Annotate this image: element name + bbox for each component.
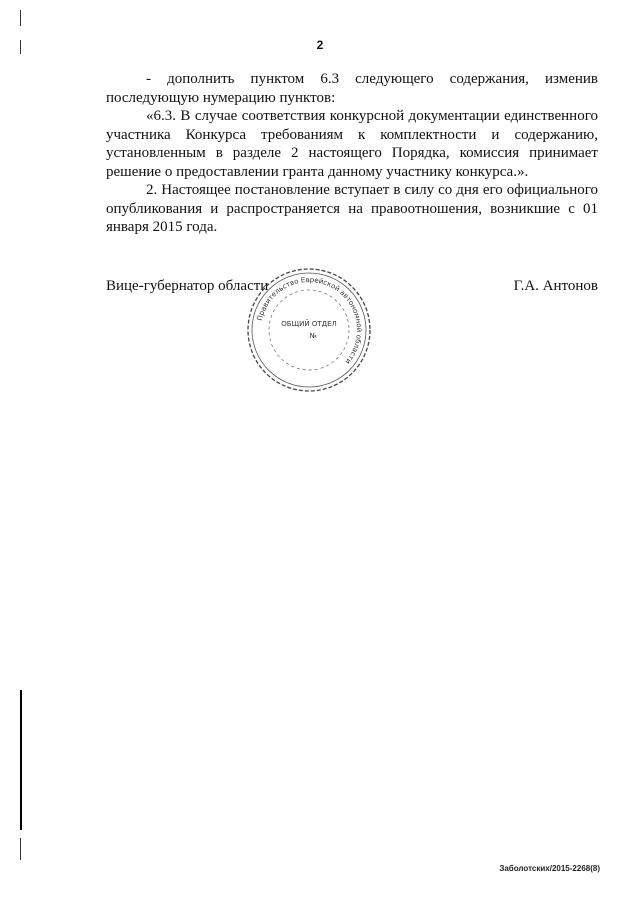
document-body bbox=[106, 70, 598, 237]
signer-name: Г.А. Антонов bbox=[513, 278, 598, 294]
scan-edge-mark bbox=[20, 838, 21, 860]
paragraph-amendment-intro: - дополнить пунктом 6.3 следующего содержания, изменив последующую нумерацию пунктов: bbox=[106, 71, 598, 106]
page-number: 2 bbox=[316, 38, 324, 52]
scan-edge-mark bbox=[20, 690, 22, 830]
seal-center-line-2: № bbox=[309, 332, 317, 340]
scan-edge-mark bbox=[20, 40, 21, 54]
scan-edge-mark bbox=[20, 10, 21, 26]
signer-position: Вице-губернатор области bbox=[106, 278, 269, 294]
seal-outer-text: Правительство Еврейской автономной области bbox=[255, 275, 364, 366]
paragraph-effective-date: 2. Настоящее постановление вступает в силу со дня его официального опубликования и распространяется на правоотношения, возникшие с 01 января 2015 года. bbox=[106, 182, 598, 235]
footer-file-code: Заболотских/2015-2268(8) bbox=[499, 864, 600, 873]
seal-center-line-1: ОБЩИЙ ОТДЕЛ bbox=[281, 320, 337, 328]
paragraph-clause-6-3: «6.3. В случае соответствия конкурсной документации единственного участника Конкурса требованиям к комплектности и содержанию, установленным в разделе 2 настоящего Порядка, комиссия принимает решение о предоставлении гранта данному участнику конкурса.». bbox=[106, 108, 598, 180]
official-seal bbox=[245, 266, 373, 394]
seal-graphic bbox=[245, 266, 373, 394]
